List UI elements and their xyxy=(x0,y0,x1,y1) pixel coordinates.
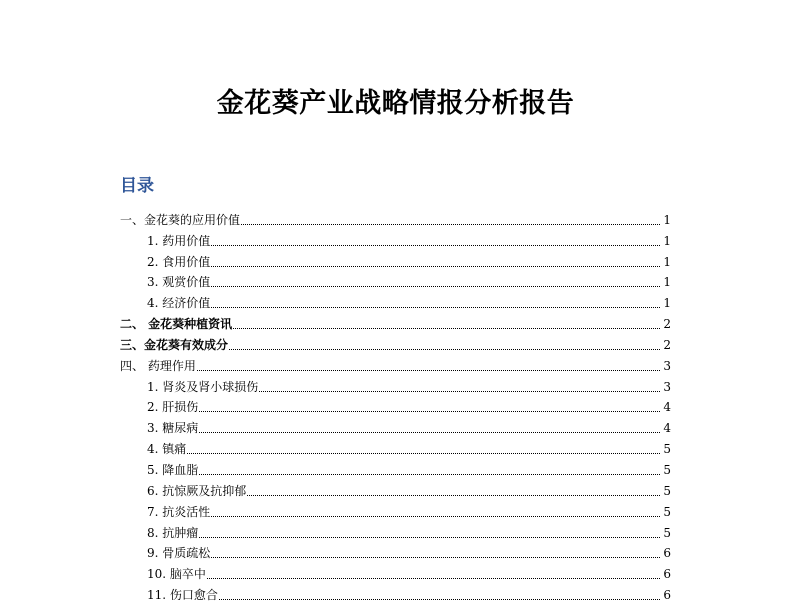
toc-page-number: 6 xyxy=(663,567,671,582)
toc-entry[interactable] xyxy=(0,582,791,603)
toc-leader-dots xyxy=(199,474,660,475)
toc-entry-text: 7. 抗炎活性 xyxy=(147,504,211,519)
toc-page-number: 3 xyxy=(663,379,671,394)
toc-entry-text: 3. 观赏价值 xyxy=(147,275,211,290)
toc-entry-text: 1. 药用价值 xyxy=(147,233,211,248)
toc-page-number: 1 xyxy=(663,254,671,269)
toc-page-number: 2 xyxy=(663,337,671,352)
toc-entry[interactable] xyxy=(0,332,791,353)
toc-entry[interactable] xyxy=(0,395,791,416)
toc-entry[interactable] xyxy=(0,457,791,478)
toc-page-number: 5 xyxy=(663,442,671,457)
toc-page-number: 3 xyxy=(663,358,671,373)
toc-page-number: 4 xyxy=(663,421,671,436)
toc-entry-text: 2. 肝损伤 xyxy=(147,400,199,415)
toc-entry-text: 5. 降血脂 xyxy=(147,462,199,477)
toc-entry[interactable] xyxy=(0,561,791,582)
toc-leader-dots xyxy=(211,557,660,558)
toc-leader-dots xyxy=(199,432,660,433)
toc-leader-dots xyxy=(219,599,660,600)
toc-leader-dots xyxy=(199,537,660,538)
toc-entry[interactable] xyxy=(0,415,791,436)
toc-page-number: 6 xyxy=(663,588,671,603)
toc-entry[interactable] xyxy=(0,499,791,520)
toc-leader-dots xyxy=(233,328,660,329)
toc-leader-dots xyxy=(211,266,660,267)
toc-entry-text: 三、金花葵有效成分 xyxy=(120,337,229,352)
toc-entry[interactable] xyxy=(0,353,791,374)
toc-entry[interactable] xyxy=(0,541,791,562)
toc-leader-dots xyxy=(211,286,660,287)
toc-page-number: 6 xyxy=(663,546,671,561)
table-of-contents xyxy=(0,207,791,603)
toc-entry-text: 四、 药理作用 xyxy=(120,358,196,373)
toc-page-number: 5 xyxy=(663,483,671,498)
toc-leader-dots xyxy=(247,495,660,496)
toc-entry[interactable] xyxy=(0,436,791,457)
toc-leader-dots xyxy=(211,307,660,308)
toc-entry-text: 4. 镇痛 xyxy=(147,442,187,457)
toc-entry[interactable] xyxy=(0,270,791,291)
toc-entry-text: 3. 糖尿病 xyxy=(147,421,199,436)
toc-page-number: 1 xyxy=(663,275,671,290)
toc-entry-text: 8. 抗肿瘤 xyxy=(147,525,199,540)
toc-entry[interactable] xyxy=(0,478,791,499)
toc-entry[interactable] xyxy=(0,207,791,228)
toc-page-number: 5 xyxy=(663,525,671,540)
toc-leader-dots xyxy=(229,349,660,350)
toc-entry[interactable] xyxy=(0,290,791,311)
toc-heading: 目录 xyxy=(120,176,154,196)
toc-entry-text: 9. 骨质疏松 xyxy=(147,546,211,561)
toc-page-number: 1 xyxy=(663,233,671,248)
toc-leader-dots xyxy=(259,391,660,392)
toc-entry-text: 6. 抗惊厥及抗抑郁 xyxy=(147,483,247,498)
toc-page-number: 5 xyxy=(663,504,671,519)
toc-entry-text: 1. 肾炎及肾小球损伤 xyxy=(147,379,259,394)
toc-leader-dots xyxy=(211,245,660,246)
document-title: 金花葵产业战略情报分析报告 xyxy=(216,88,575,119)
toc-entry[interactable] xyxy=(0,249,791,270)
toc-leader-dots xyxy=(199,411,660,412)
toc-page-number: 2 xyxy=(663,317,671,332)
toc-entry-text: 4. 经济价值 xyxy=(147,296,211,311)
toc-leader-dots xyxy=(211,516,660,517)
toc-leader-dots xyxy=(197,370,660,371)
toc-page-number: 4 xyxy=(663,400,671,415)
toc-entry[interactable] xyxy=(0,228,791,249)
toc-entry[interactable] xyxy=(0,520,791,541)
toc-entry-text: 11. 伤口愈合 xyxy=(147,588,218,603)
toc-entry[interactable] xyxy=(0,311,791,332)
toc-leader-dots xyxy=(241,224,660,225)
toc-page-number: 1 xyxy=(663,212,671,227)
toc-entry-text: 2. 食用价值 xyxy=(147,254,211,269)
toc-entry-text: 10. 脑卒中 xyxy=(147,567,206,582)
toc-page-number: 1 xyxy=(663,296,671,311)
toc-entry-text: 二、 金花葵种植资讯 xyxy=(120,317,233,332)
toc-leader-dots xyxy=(207,578,660,579)
toc-page-number: 5 xyxy=(663,462,671,477)
toc-entry-text: 一、金花葵的应用价值 xyxy=(120,212,241,227)
toc-leader-dots xyxy=(187,453,660,454)
toc-entry[interactable] xyxy=(0,374,791,395)
